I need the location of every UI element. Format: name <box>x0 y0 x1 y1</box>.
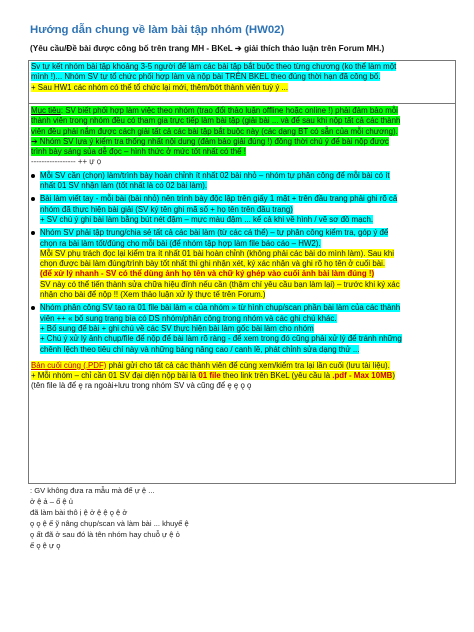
intro-line-1: Sv tự kết nhóm bài tập khoảng 3-5 người để làm các bài tập bắt buộc theo từng chương (ko thể làm một <box>31 62 397 71</box>
bullet-3-line-7: nhận cho bài để nộp !! (Xem thảo luận xử lý thực tế trên Forum.) <box>40 290 266 300</box>
goal-line-5: trình bày sáng sủa dễ đọc – hình thức ở mức tốt nhất có thể ! <box>31 147 246 157</box>
goal-line-1: : SV biết phối hợp làm việc theo nhóm (trao đổi thảo luận offline hoặc online !) phải đảm bảo mỗi <box>60 106 398 115</box>
bullet-4-line-5: chênh lệch theo tiêu chí này và những bảng nâng cao / canh lề, phát chỉnh sửa dạng thử ... <box>40 344 360 354</box>
bullet-1-line-2: nhất 01 SV nhận làm (tốt nhất là có 02 bài làm). <box>40 181 208 191</box>
final-line-2a: + Mỗi nhóm – chỉ cần 01 SV đại diện nộp bài là <box>31 371 199 381</box>
lower-line-3: đã làm bài thô ị ệ ở ệ ệ ǫ ệ ở <box>30 508 128 517</box>
final-line-3: (tên file là để ȩ ra ngoài+lưu trong nhóm SV và cũng để ȩ ȩ ǫ ǫ <box>31 381 252 391</box>
goal-line-4: ➔ Nhóm SV lựa ý kiểm tra thống nhất nội dung (đảm bảo giải đúng !) đồng thời chú ý để bài nộp được <box>31 136 389 146</box>
final-line-2c: theo link trên BKeL (yêu cầu là <box>220 371 333 381</box>
bullet-3-line-3: Mỗi SV phụ trách đọc lại kiểm tra ít nhất 01 bài hoàn chỉnh (không phải các bài do mình làm). Sau khi <box>40 248 394 258</box>
lower-line-6: ế ǫ ệ ự ǫ <box>30 541 61 550</box>
bullet-2-line-2: nhóm đã thực hiện bài giải (SV ký tên ghi mã số + họ tên trên đầu trang) <box>40 204 293 214</box>
bullet-3-line-2: chọn ra bài làm tốt/đúng cho mỗi bài (để nhóm tập hợp làm file báo cáo – HW2). <box>40 238 321 248</box>
goal-line-6: ----------------- ++ ự ọ <box>31 157 102 167</box>
bullet-3-line-1: Nhóm SV phải tập trung/chia sẻ tất cả các bài làm (từ các cá thể) – tự phân công kiểm tra, góp ý để <box>40 228 389 238</box>
goal-label: Mục tiêu <box>31 106 61 115</box>
lower-line-5: ǫ ất đã ở sau đó là tên nhóm hay chuỗ ự ệ ỏ <box>30 530 180 539</box>
bullet-icon <box>31 174 35 178</box>
bullet-2 <box>31 194 453 225</box>
bullet-3-line-4: chọn được bài làm đúng/trình bày tốt nhất thì ghi nhận xét, ký xác nhận và ghi rõ họ tên ở cuối bài. <box>40 259 386 269</box>
intro-box <box>28 60 456 104</box>
goal-line-3: viên đều phải nắm được cách giải tất cả các bài tập bắt buộc này (các dạng BT có sẵn của mỗi chương). <box>31 126 398 136</box>
bullet-4-line-4: + Chú ý xử lý ảnh chụp/file để nộp để bài làm rõ ràng - để xem trong đó cũng phải xử lý để tránh những <box>40 334 402 344</box>
bullet-1 <box>31 171 453 192</box>
bullet-4-line-1: Nhóm phân công SV tạo ra 01 file bài làm « của nhóm » từ hình chụp/scan phần bài làm của các thành <box>40 303 401 313</box>
page-subtitle: (Yêu cầu/Đề bài được công bố trên trang MH - BKeL ➔ giải thích thảo luận trên Forum MH.) <box>30 44 385 53</box>
intro-line-2: mình !)... Nhóm SV tự tổ chức phối hợp làm và nộp bài TRÊN BKEL theo đúng thời hạn đã công bố. <box>31 72 381 82</box>
bullet-2-line-1: Bài làm viết tay - mỗi bài (bài nhỏ) nên trình bày độc lập trên giấy 1 mặt + trên đầu trang phải ghi rõ cả <box>40 194 398 204</box>
final-line-2b: 01 file <box>198 371 221 381</box>
bullet-3 <box>31 228 453 300</box>
final-line-2d: .pdf - Max 10MB <box>332 371 393 381</box>
lower-line-1: : GV không đưa ra mẫu mà để ự ệ ... <box>30 486 155 495</box>
bullet-4 <box>31 303 453 354</box>
bullet-icon <box>31 306 35 310</box>
bullet-1-line-1: Mỗi SV cần (chọn) làm/trình bày hoàn chỉnh ít nhất 02 bài nhỏ – nhóm tự phân công để mỗi bài có ít <box>40 170 390 180</box>
intro-line-3: + Sau HW1 các nhóm có thể tổ chức lại mới, thêm/bớt thành viên tuỳ ý ... <box>31 82 289 92</box>
bullet-icon <box>31 231 35 235</box>
bullet-icon <box>31 197 35 201</box>
final-label: Bản cuối cùng (.PDF) <box>31 360 107 370</box>
bullet-2-line-3: + SV chú ý ghi bài làm bằng bút nét đậm – mực màu đậm ... kể cả khi về hình / vẽ sơ đồ mạch. <box>40 214 374 224</box>
bullet-3-line-6: SV này có thể tiến thành sửa chữa hiệu đính nếu cần (thậm chí yêu cầu bạn làm lại) – trước khi ký xác <box>40 279 400 289</box>
bullet-3-line-5: (để xử lý nhanh - SV có thể dùng ảnh họ tên và chữ ký ghép vào cuối ảnh bài làm đúng !) <box>40 269 375 279</box>
instructions-box <box>28 104 456 484</box>
final-line-2e: ) <box>392 371 395 381</box>
final-line-1: phải gửi cho tất cả các thành viên để cùng xem/kiểm tra lại lần cuối (lưu tài liệu). <box>106 360 390 370</box>
bullet-4-line-3: + Bố sung để bài + ghi chú về các SV thực hiện bài làm gốc bài làm cho nhóm <box>40 323 314 333</box>
page-title: Hướng dẫn chung về làm bài tập nhóm (HW02) <box>30 24 285 36</box>
lower-line-2: ở ệ ả – ố ệ ủ <box>30 497 73 506</box>
lower-line-4: ǫ ǫ ệ ế ỹ nâng chụp/scan và làm bài ... khuyế ệ <box>30 519 189 528</box>
goal-line-2: thành viên trong nhóm đều có tham gia trực tiếp làm bài tập (giải bài ... và để sau khi nộp tất cả các thành <box>31 116 401 126</box>
bullet-4-line-2: viên ++ « bố sung trang bìa có DS nhóm/phân công trong nhóm và các ghi chú khác. <box>40 313 337 323</box>
